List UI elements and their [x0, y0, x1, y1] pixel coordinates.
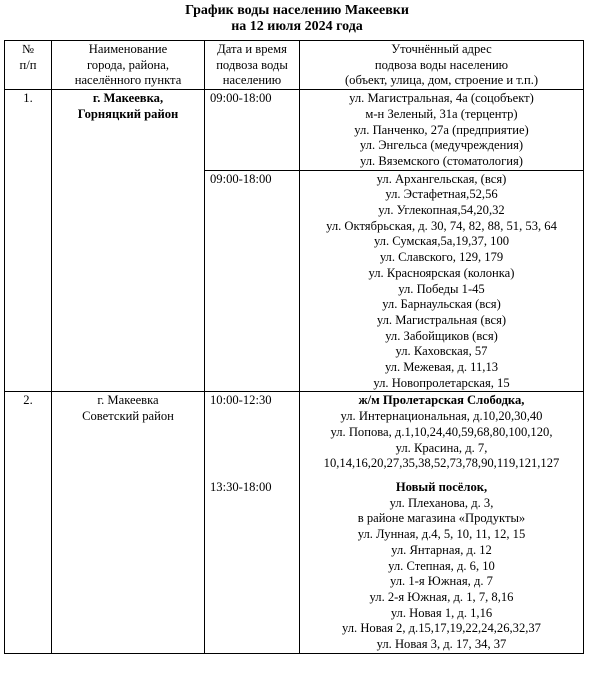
- header-num: [5, 41, 52, 90]
- title-line-1: График воды населению Макеевки: [185, 3, 409, 18]
- header-name-line: Наименование: [88, 42, 168, 56]
- address-line: ул. Эстафетная,52,56: [385, 187, 498, 202]
- address-line: ул. Победы 1-45: [398, 281, 485, 296]
- address-line: ул. Плеханова, д. 3,: [389, 495, 494, 510]
- address-heading: Новый посёлок,: [395, 479, 488, 494]
- row-time: 09:00-18:00: [205, 90, 300, 171]
- row-number: 1.: [5, 90, 52, 392]
- header-name-line: города, района,: [86, 57, 170, 72]
- locality-line: Советский район: [82, 409, 174, 424]
- row-number: 2.: [5, 392, 52, 653]
- row-time: 13:30-18:00: [210, 479, 272, 494]
- address-line: ул. Попова, д.1,10,24,40,59,68,80,100,120,: [330, 424, 553, 439]
- header-num-line: №: [21, 42, 35, 56]
- address-line: ул. 1-я Южная, д. 7: [390, 574, 493, 589]
- document-title: [0, 0, 594, 40]
- header-time-line: Дата и время: [217, 42, 287, 56]
- title-line-2: на 12 июля 2024 года: [231, 19, 363, 34]
- address-line: ул. Новая 3, д. 17, 34, 37: [376, 637, 507, 652]
- address-line: ул. Степная, д. 6, 10: [388, 558, 495, 573]
- address-line: ул. Новопролетарская, 15: [373, 375, 510, 390]
- header-name: [52, 41, 205, 90]
- row-time: 10:00-12:30: [210, 393, 272, 408]
- row-addresses: [300, 170, 584, 392]
- row-locality: [52, 90, 205, 392]
- address-line: ул. Магистральная (вся): [376, 312, 507, 327]
- address-line: 10,14,16,20,27,35,38,52,73,78,90,119,121,127: [323, 456, 560, 471]
- address-line: ул. Янтарная, д. 12: [391, 542, 492, 557]
- address-line: ул. Барнаульская (вся): [382, 297, 501, 312]
- address-line: ул. Забойщиков (вся): [385, 328, 498, 343]
- header-name-line: населённого пункта: [74, 73, 182, 88]
- header-address-line: подвоза воды населению: [374, 57, 509, 72]
- address-line: ул. Красина, д. 7,: [395, 440, 488, 455]
- address-heading: ж/м Пролетарская Слободка,: [358, 393, 525, 408]
- row-addresses: [300, 90, 584, 171]
- header-num-line: п/п: [19, 57, 37, 72]
- address-line: ул. Красноярская (колонка): [368, 265, 515, 280]
- locality-line: Горняцкий район: [77, 106, 179, 121]
- row-addresses: [300, 392, 584, 653]
- header-time-line: населению: [222, 73, 282, 88]
- address-line: ул. Углекопная,54,20,32: [378, 203, 505, 218]
- address-line: ул. Сумская,5а,19,37, 100: [373, 234, 510, 249]
- address-line: ул. Межевая, д. 11,13: [384, 360, 499, 375]
- address-line: ул. Энгельса (медучреждения): [359, 138, 524, 153]
- header-address: [300, 41, 584, 90]
- address-line: ул. Октябрьская, д. 30, 74, 82, 88, 51, 53, 64: [326, 218, 557, 233]
- address-line: ул. Архангельская, (вся): [376, 171, 507, 186]
- row-time-cell: [205, 392, 300, 653]
- row-locality: [52, 392, 205, 653]
- header-address-line: (объект, улица, дом, строение и т.п.): [344, 73, 539, 88]
- water-schedule-table: [4, 40, 584, 654]
- address-line: ул. Новая 1, д. 1,16: [390, 605, 493, 620]
- address-line: ул. Интернациональная, д.10,20,30,40: [340, 409, 543, 424]
- address-line: ул. Панченко, 27а (предприятие): [354, 122, 529, 137]
- address-line: ул. Новая 2, д.15,17,19,22,24,26,32,37: [342, 621, 541, 636]
- table-header-row: [5, 41, 584, 90]
- header-address-line: Уточнённый адрес: [391, 42, 492, 56]
- address-line: ул. Каховская, 57: [395, 344, 488, 359]
- address-line: м-н Зеленый, 31а (терцентр): [365, 106, 518, 121]
- header-time: [205, 41, 300, 90]
- address-line: ул. Вяземского (стоматология): [360, 153, 523, 168]
- address-line: ул. Лунная, д.4, 5, 10, 11, 12, 15: [357, 527, 526, 542]
- header-time-line: подвоза воды: [216, 57, 288, 72]
- row-time: 09:00-18:00: [205, 170, 300, 392]
- address-line: ул. Славского, 129, 179: [379, 250, 504, 265]
- table-row: [5, 392, 584, 653]
- locality-line: г. Макеевка,: [92, 91, 164, 106]
- address-line: ул. 2-я Южная, д. 1, 7, 8,16: [369, 589, 514, 604]
- locality-line: г. Макеевка: [97, 393, 159, 408]
- table-row: [5, 90, 584, 171]
- address-line: ул. Магистральная, 4а (соцобъект): [349, 91, 534, 106]
- address-line: в районе магазина «Продукты»: [357, 511, 526, 526]
